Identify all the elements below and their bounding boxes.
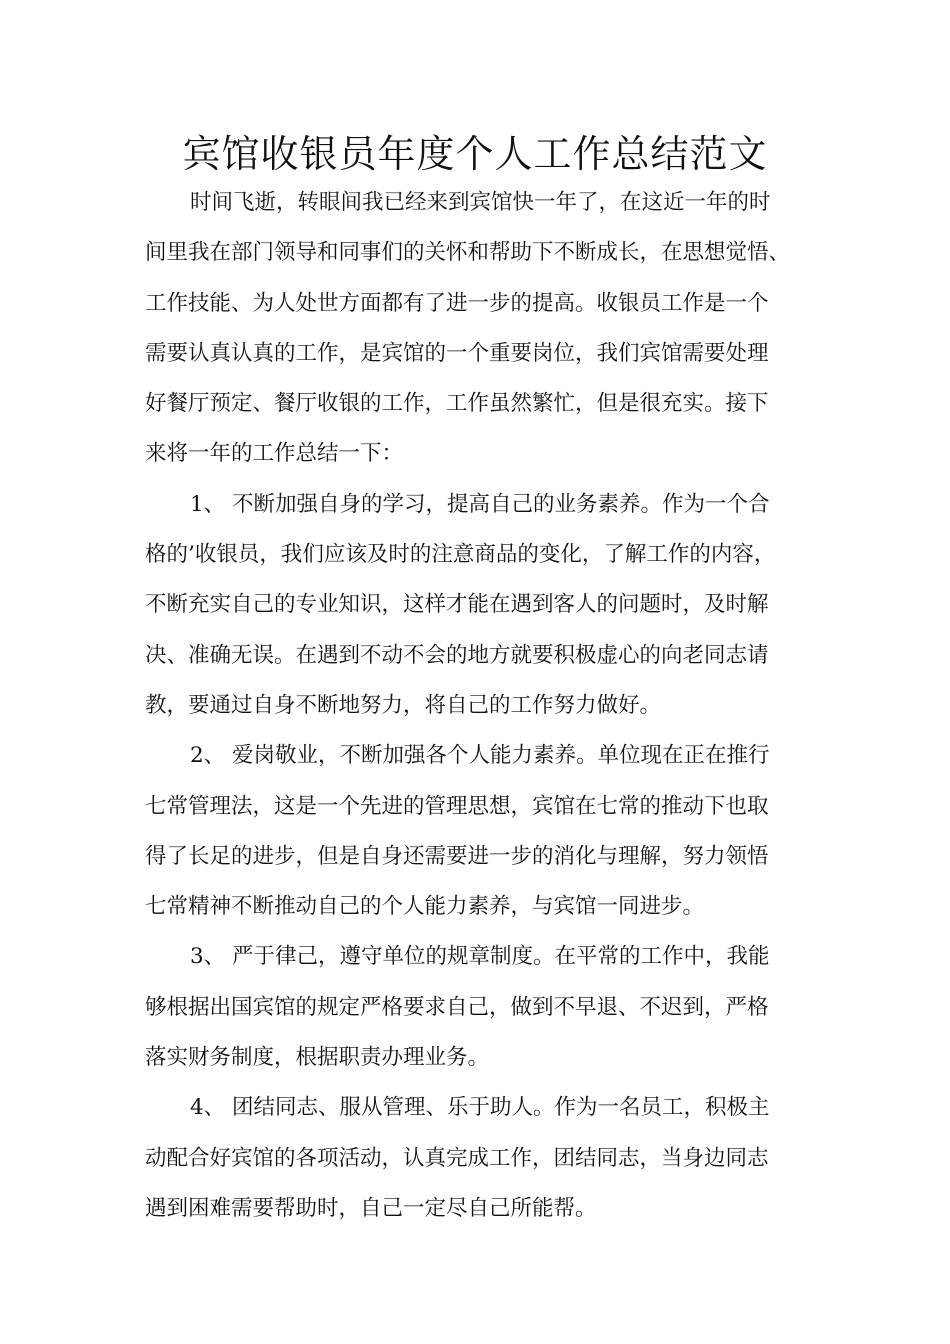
text-line: 需要认真认真的工作，是宾馆的一个重要岗位，我们宾馆需要处理	[145, 340, 769, 366]
text-line: 够根据出国宾馆的规定严格要求自己，做到不早退、不迟到，严格	[145, 994, 769, 1020]
text-line: 落实财务制度，根据职责办理业务。	[145, 1045, 490, 1071]
text-line: 教，要通过自身不断地努力，将自己的工作努力做好。	[145, 692, 662, 718]
text-line: 七常精神不断推动自己的个人能力素养，与宾馆一同进步。	[145, 894, 705, 920]
text-line: 时间飞逝，转眼间我已经来到宾馆快一年了，在这近一年的时	[190, 190, 771, 215]
text-line: 决、准确无误。在遇到不动不会的地方就要积极虚心的向老同志请	[145, 642, 769, 668]
section-1-paragraph	[145, 480, 825, 731]
text-line: 动配合好宾馆的各项活动，认真完成工作，团结同志，当身边同志	[145, 1145, 769, 1171]
document-body	[145, 178, 825, 1234]
document-title: 宾馆收银员年度个人工作总结范文	[182, 132, 768, 176]
section-4-paragraph	[145, 1083, 825, 1234]
text-line: 3、 严于律己，遵守单位的规章制度。在平常的工作中，我能	[190, 944, 770, 970]
text-line: 4、 团结同志、服从管理、乐于助人。作为一名员工，积极主	[190, 1095, 770, 1121]
intro-paragraph	[145, 178, 825, 480]
text-line: 得了长足的进步，但是自身还需要进一步的消化与理解，努力领悟	[145, 843, 769, 869]
text-line: 遇到困难需要帮助时，自己一定尽自己所能帮。	[145, 1195, 597, 1221]
text-line: 七常管理法，这是一个先进的管理思想，宾馆在七常的推动下也取	[145, 793, 769, 819]
text-line: 格的’收银员，我们应该及时的注意商品的变化，了解工作的内容，	[145, 542, 776, 568]
text-line: 2、 爱岗敬业，不断加强各个人能力素养。单位现在正在推行	[190, 743, 770, 769]
text-line: 工作技能、为人处世方面都有了进一步的提高。收银员工作是一个	[145, 290, 769, 316]
text-line: 好餐厅预定、餐厅收银的工作，工作虽然繁忙，但是很充实。接下	[145, 391, 769, 417]
text-line: 1、 不断加强自身的学习，提高自己的业务素养。作为一个合	[190, 491, 770, 517]
text-line: 间里我在部门领导和同事们的关怀和帮助下不断成长，在思想觉悟、	[145, 240, 791, 266]
section-2-paragraph	[145, 731, 825, 932]
text-line: 不断充实自己的专业知识，这样才能在遇到客人的问题时，及时解	[145, 592, 769, 618]
text-line: 来将一年的工作总结一下：	[145, 441, 404, 467]
section-3-paragraph	[145, 932, 825, 1083]
